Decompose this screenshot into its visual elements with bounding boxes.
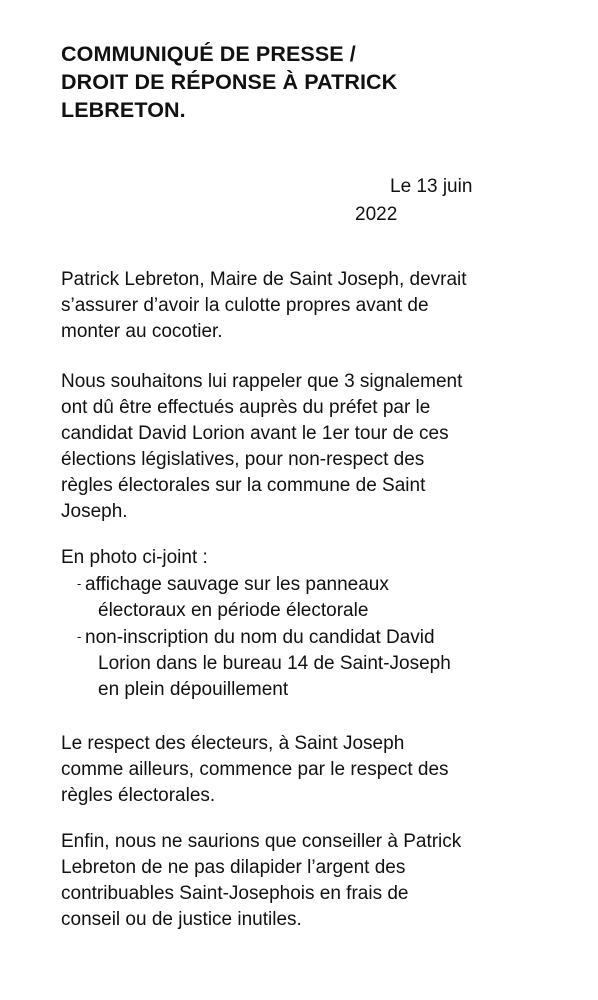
text-line: Patrick Lebreton, Maire de Saint Joseph, devrait <box>61 269 467 290</box>
text-line: Le respect des électeurs, à Saint Joseph <box>61 733 405 754</box>
text-line: Enfin, nous ne saurions que conseiller à Patrick <box>61 831 462 852</box>
text-line: comme ailleurs, commence par le respect des <box>61 759 449 780</box>
text-line: règles électorales sur la commune de Saint <box>61 475 426 496</box>
text-line: règles électorales. <box>61 785 216 806</box>
text-line: s’assurer d’avoir la culotte propres avant de <box>61 295 429 316</box>
document-title <box>61 40 561 124</box>
list-item <box>61 624 561 651</box>
bullet-dash: - <box>77 629 82 644</box>
paragraph-reports <box>61 369 561 525</box>
text-line: contribuables Saint-Josephois en frais de <box>61 883 409 904</box>
text-line: Nous souhaitons lui rappeler que 3 signalement <box>61 371 463 392</box>
text-line: conseil ou de justice inutiles. <box>61 909 302 930</box>
date-line: 2022 <box>355 204 398 225</box>
document-date <box>340 173 520 229</box>
paragraph-conclusion <box>61 829 561 933</box>
list-item-text: non-inscription du nom du candidat David <box>85 627 435 648</box>
list-item <box>61 571 561 598</box>
text-line: candidat David Lorion avant le 1er tour de ces <box>61 423 449 444</box>
paragraph-photo-list <box>61 545 561 703</box>
title-line: COMMUNIQUÉ DE PRESSE / <box>61 42 356 66</box>
list-item-text: affichage sauvage sur les panneaux <box>85 574 389 595</box>
text-line: Joseph. <box>61 501 128 522</box>
title-line: LEBRETON. <box>61 98 186 122</box>
paragraph-respect <box>61 731 561 809</box>
list-intro: En photo ci-joint : <box>61 547 208 568</box>
list-item-continuation: électoraux en période électorale <box>98 600 369 621</box>
paragraph-intro <box>61 267 561 345</box>
text-line: Lebreton de ne pas dilapider l’argent des <box>61 857 406 878</box>
bullet-dash: - <box>77 576 82 591</box>
text-line: ont dû être effectués auprès du préfet par le <box>61 397 431 418</box>
list-item-continuation: en plein dépouillement <box>98 679 289 700</box>
list-item-continuation: Lorion dans le bureau 14 de Saint-Joseph <box>98 653 451 674</box>
text-line: élections législatives, pour non-respect des <box>61 449 425 470</box>
text-line: monter au cocotier. <box>61 321 223 342</box>
title-line: DROIT DE RÉPONSE À PATRICK <box>61 70 398 94</box>
date-line: Le 13 juin <box>390 176 473 197</box>
